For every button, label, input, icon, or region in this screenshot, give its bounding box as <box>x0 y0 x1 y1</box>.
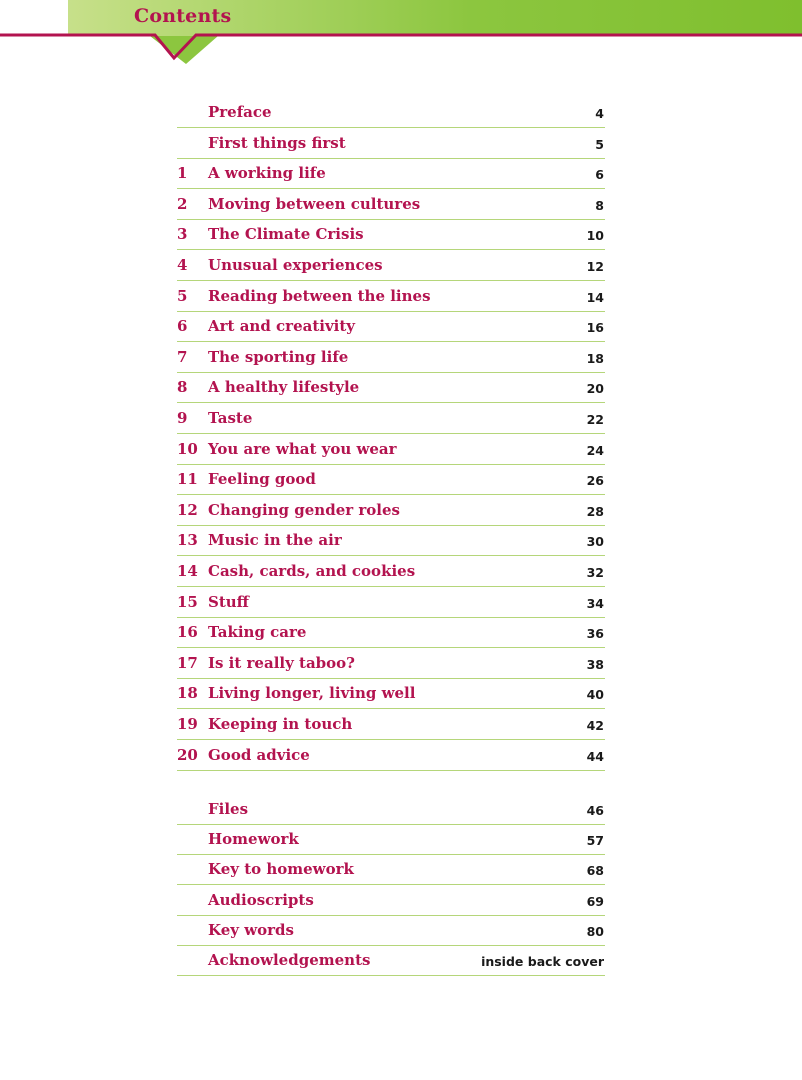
toc-page-number: 22 <box>586 412 604 427</box>
toc-title: Key words <box>208 920 294 939</box>
toc-title: Files <box>208 800 249 818</box>
toc-unit-number: 15 <box>177 592 198 611</box>
toc-row <box>177 129 605 159</box>
toc-unit-number: 8 <box>177 378 188 397</box>
toc-title: You are what you wear <box>208 439 397 458</box>
toc-row <box>177 312 605 342</box>
toc-row <box>177 649 605 679</box>
toc-row <box>177 710 605 740</box>
toc-page-number: 24 <box>586 442 604 458</box>
toc-page-number: 20 <box>586 381 604 397</box>
toc-title: Acknowledgements <box>208 951 371 969</box>
toc-title: Preface <box>208 103 272 121</box>
toc-row <box>177 220 605 250</box>
toc-row <box>177 159 605 189</box>
toc-row <box>177 886 605 916</box>
toc-unit-number: 1 <box>177 164 188 183</box>
toc-row <box>177 373 605 403</box>
toc-page-number: inside back cover <box>481 954 604 969</box>
toc-page-number: 26 <box>586 473 604 489</box>
toc-page-number: 44 <box>586 748 604 764</box>
toc-page-number: 14 <box>586 289 604 305</box>
toc-page-number: 69 <box>586 893 604 909</box>
toc-unit-number: 16 <box>177 623 198 642</box>
toc-title: Changing gender roles <box>208 500 400 519</box>
toc-title: A working life <box>208 164 326 183</box>
toc-page-number: 16 <box>586 320 604 336</box>
toc-title: Audioscripts <box>208 890 314 909</box>
toc-page-number: 68 <box>586 863 604 879</box>
toc-row <box>177 465 605 495</box>
toc-row <box>177 282 605 312</box>
toc-unit-number: 19 <box>177 715 198 733</box>
toc-page-number: 28 <box>586 503 604 519</box>
toc-title: Is it really taboo? <box>208 653 355 672</box>
toc-page-number: 34 <box>586 595 604 611</box>
toc-row <box>177 496 605 526</box>
header-graphic <box>0 0 802 70</box>
toc-title: Homework <box>208 830 299 849</box>
toc-title: A healthy lifestyle <box>208 378 360 397</box>
toc-unit-number: 9 <box>177 409 188 427</box>
toc-title: Keeping in touch <box>208 715 353 733</box>
toc-unit-number: 5 <box>177 286 188 305</box>
toc-row <box>177 618 605 648</box>
toc-page-number: 80 <box>586 923 604 939</box>
toc-unit-number: 13 <box>177 531 198 550</box>
toc-row <box>177 404 605 434</box>
toc-page-number: 32 <box>586 565 604 580</box>
toc-page-number: 38 <box>586 656 604 672</box>
toc-row <box>177 557 605 587</box>
toc-page-number: 10 <box>586 228 604 244</box>
toc-unit-number: 20 <box>177 745 198 764</box>
toc-title: Feeling good <box>208 470 316 489</box>
toc-unit-number: 12 <box>177 500 198 519</box>
toc-row <box>177 251 605 281</box>
toc-page-number: 42 <box>586 718 604 733</box>
toc-page-number: 46 <box>586 803 604 818</box>
toc-row <box>177 190 605 220</box>
toc-title: Taking care <box>208 623 307 642</box>
toc-unit-number: 4 <box>177 256 188 274</box>
toc-unit-number: 6 <box>177 317 188 336</box>
toc-page-number: 30 <box>586 534 604 550</box>
toc-page-number: 40 <box>586 687 604 703</box>
toc-page-number: 5 <box>595 136 604 152</box>
toc-row <box>177 825 605 855</box>
toc-title: First things first <box>208 133 346 152</box>
toc-title: Art and creativity <box>208 317 356 336</box>
toc-row <box>177 916 605 946</box>
toc-unit-number: 18 <box>177 684 198 703</box>
toc-unit-number: 10 <box>177 439 198 458</box>
toc-row <box>177 679 605 709</box>
toc-unit-number: 7 <box>177 347 188 366</box>
toc-page-number: 18 <box>586 350 604 366</box>
toc-row <box>177 855 605 885</box>
toc-page-number: 12 <box>586 259 604 274</box>
toc-title: Unusual experiences <box>208 256 383 274</box>
toc-unit-number: 3 <box>177 225 188 244</box>
toc-title: Stuff <box>208 592 249 611</box>
toc-page-number: 57 <box>586 833 604 849</box>
toc-title: Taste <box>208 409 253 427</box>
toc-unit-number: 2 <box>177 194 188 213</box>
toc-row <box>177 343 605 373</box>
toc-unit-number: 14 <box>177 562 198 580</box>
toc-row <box>177 946 605 976</box>
toc-page-number: 6 <box>595 167 604 183</box>
toc-title: Reading between the lines <box>208 286 431 305</box>
toc-title: Key to homework <box>208 860 354 879</box>
toc-title: Cash, cards, and cookies <box>208 562 416 580</box>
toc-unit-number: 17 <box>177 653 198 672</box>
toc-page-number: 8 <box>595 197 604 213</box>
toc-title: Good advice <box>208 745 310 764</box>
header-rule <box>0 35 802 58</box>
toc-title: Music in the air <box>208 531 342 550</box>
toc-page-number: 4 <box>595 106 604 121</box>
toc-row <box>177 588 605 618</box>
toc-row <box>177 795 605 825</box>
page-title: Contents <box>134 5 232 27</box>
toc-row <box>177 435 605 465</box>
toc-row <box>177 741 605 771</box>
toc-unit-number: 11 <box>177 470 198 489</box>
toc-row <box>177 526 605 556</box>
toc-title: Moving between cultures <box>208 194 421 213</box>
toc-page-number: 36 <box>586 626 604 642</box>
toc-title: The sporting life <box>208 347 349 366</box>
header-banner <box>0 0 802 70</box>
toc-row <box>177 98 605 128</box>
toc-title: Living longer, living well <box>208 684 416 703</box>
toc-title: The Climate Crisis <box>208 225 364 244</box>
